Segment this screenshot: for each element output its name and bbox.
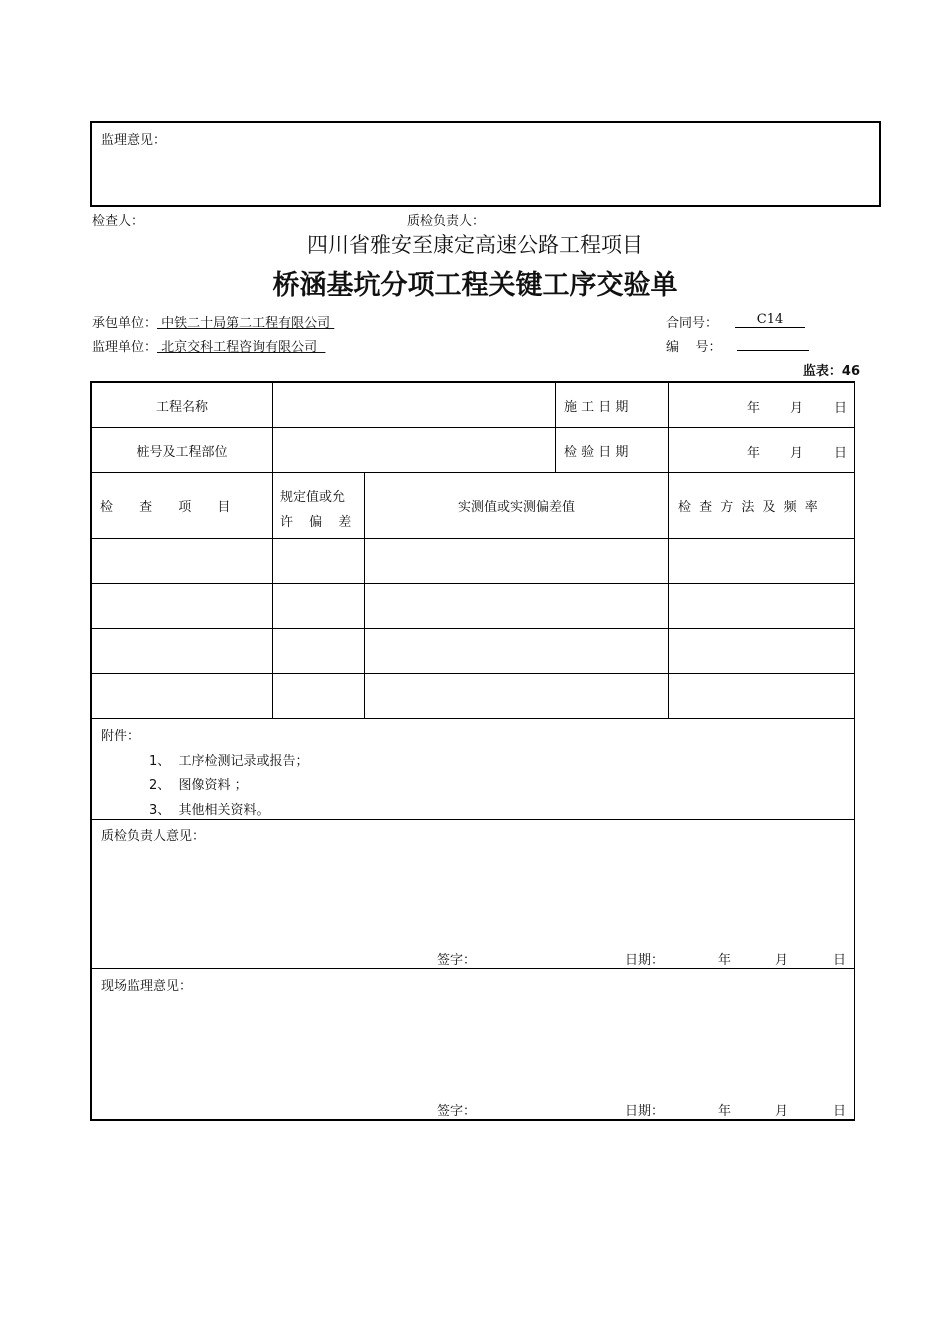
site-month: 月	[775, 1104, 789, 1119]
contract-no-label: 合同号：	[666, 316, 719, 331]
site-year: 年	[718, 1104, 732, 1119]
table-row-2-method[interactable]	[669, 584, 854, 628]
site-sign-label: 签字：	[437, 1104, 477, 1119]
project-subtitle: 四川省雅安至康定高速公路工程项目	[307, 233, 643, 257]
form-number: 监表：46	[802, 364, 860, 379]
site-opinion-label: 现场监理意见：	[101, 979, 193, 994]
contractor-row	[92, 312, 334, 331]
qc-opinion-label: 质检负责人意见：	[101, 829, 206, 844]
construction-month: 月	[790, 401, 804, 416]
inspection-table	[90, 381, 855, 1121]
site-day: 日	[833, 1104, 847, 1119]
table-row-3-measured[interactable]	[365, 629, 668, 673]
project-name-value[interactable]	[273, 383, 555, 427]
attachments-label: 附件：	[101, 729, 141, 744]
quality-head-label: 质检负责人：	[407, 214, 486, 229]
attachment-item: 1、 工序检测记录或报告；	[149, 754, 309, 769]
construction-year: 年	[747, 401, 761, 416]
project-name-label: 工程名称	[155, 399, 208, 415]
qc-year: 年	[718, 953, 732, 968]
inspection-day: 日	[834, 446, 848, 461]
table-row-4-measured[interactable]	[365, 674, 668, 718]
table-row-2-item[interactable]	[92, 584, 272, 628]
contractor-value: 中铁二十局第二工程有限公司	[157, 316, 335, 331]
inspection-date-value[interactable]	[669, 428, 854, 472]
table-row-3-spec[interactable]	[273, 629, 364, 673]
table-row-3-item[interactable]	[92, 629, 272, 673]
attachment-item: 3、 其他相关资料。	[149, 803, 270, 818]
form-title: 桥涵基坑分项工程关键工序交验单	[272, 270, 678, 301]
supervisor-label: 监理单位：	[92, 340, 158, 355]
column-header-spec-line2: 许 偏 差	[280, 515, 352, 530]
construction-date-label: 施 工 日 期	[564, 399, 629, 415]
supervision-opinion-label: 监理意见：	[101, 133, 167, 148]
inspection-date-label: 检 验 日 期	[564, 444, 629, 460]
column-header-spec-line1: 规定值或允	[280, 490, 346, 505]
inspector-label: 检查人：	[92, 214, 145, 229]
column-header-method: 检 查 方 法 及 频 率	[678, 500, 818, 515]
qc-date-label: 日期：	[625, 953, 665, 968]
supervisor-value: 北京交科工程咨询有限公司	[157, 340, 326, 355]
inspection-year: 年	[747, 446, 761, 461]
table-row-4-method[interactable]	[669, 674, 854, 718]
contractor-label: 承包单位：	[92, 316, 158, 331]
qc-sign-label: 签字：	[437, 953, 477, 968]
contract-no-value: C14	[735, 312, 805, 328]
inspection-month: 月	[790, 446, 804, 461]
qc-day: 日	[833, 953, 847, 968]
table-row-4-spec[interactable]	[273, 674, 364, 718]
column-header-spec	[280, 486, 360, 530]
table-row-4-item[interactable]	[92, 674, 272, 718]
serial-label: 编 号：	[666, 340, 722, 355]
supervision-opinion-box	[90, 121, 881, 207]
site-date-label: 日期：	[625, 1104, 665, 1119]
construction-day: 日	[834, 401, 848, 416]
table-row-3-method[interactable]	[669, 629, 854, 673]
attachment-item: 2、 图像资料 ；	[149, 778, 248, 793]
table-row-1-spec[interactable]	[273, 539, 364, 583]
serial-value	[737, 336, 809, 351]
table-row-1-method[interactable]	[669, 539, 854, 583]
qc-month: 月	[775, 953, 789, 968]
table-row-2-measured[interactable]	[365, 584, 668, 628]
pile-location-value[interactable]	[273, 428, 555, 472]
column-header-measured: 实测值或实测偏差值	[457, 500, 575, 515]
table-row-1-item[interactable]	[92, 539, 272, 583]
pile-location-label: 桩号及工程部位	[136, 444, 228, 460]
table-row-1-measured[interactable]	[365, 539, 668, 583]
column-header-item: 检 查 项 目	[100, 500, 231, 515]
supervisor-row	[92, 336, 325, 355]
table-row-2-spec[interactable]	[273, 584, 364, 628]
construction-date-value[interactable]	[669, 383, 854, 427]
